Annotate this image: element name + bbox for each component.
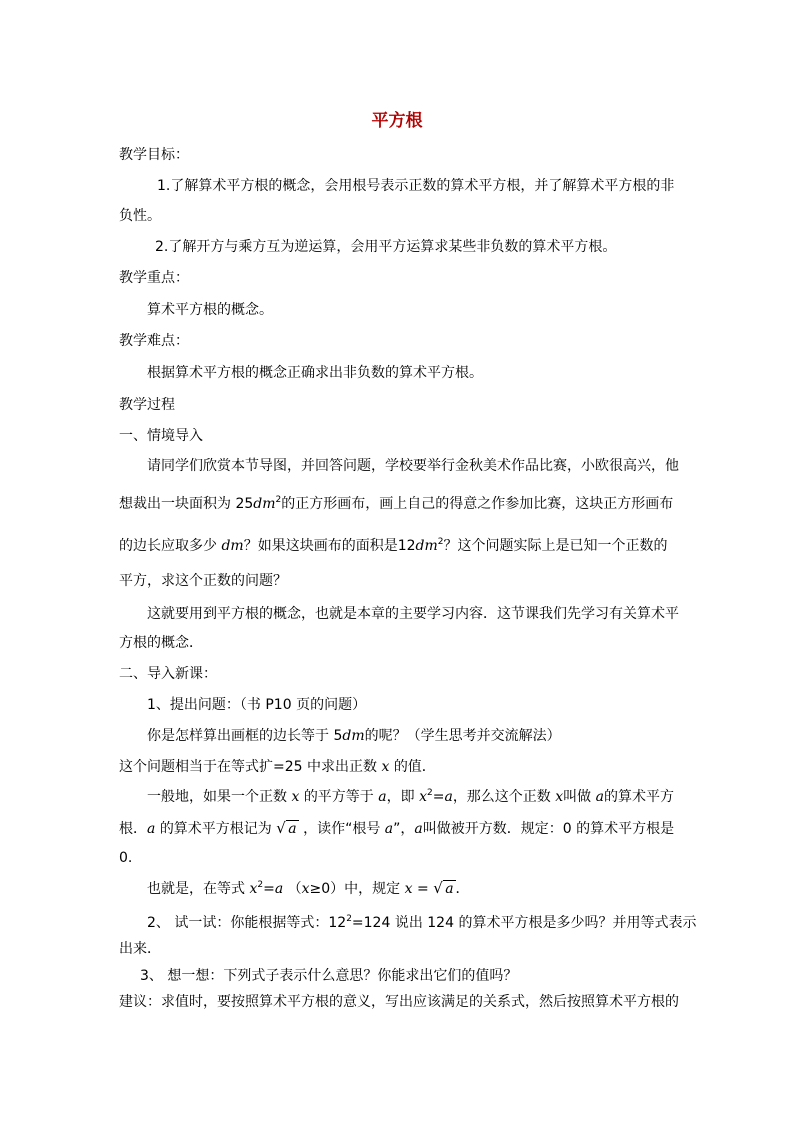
- difficulty-text: 根据算术平方根的概念正确求出非负数的算术平方根。: [147, 365, 483, 381]
- process-heading: 教学过程: [119, 397, 175, 413]
- paragraph-1-line-2: 想裁出一块面积为 $25dm^2$的正方形画布，画上自己的得意之作参加比赛，这块正方形画布: [119, 495, 674, 512]
- paragraph-1-line-4: 平方，求这个正数的问题？: [119, 573, 287, 589]
- definition-line-1: 一般地，如果一个正数 x 的平方等于 a，即 $x^2=a$，那么这个正数 x叫做 a的算术平方: [147, 788, 674, 805]
- difficulty-heading: 教学难点：: [119, 333, 189, 349]
- key-heading: 教学重点：: [119, 270, 189, 286]
- question-1-prompt: 你是怎样算出画框的边长等于 5dm的呢？（学生思考并交流解法）: [147, 728, 561, 744]
- also-statement: 也就是，在等式 $x^2=a$ （x≥0）中，规定 x = √ a ．: [147, 879, 470, 897]
- goals-heading: 教学目标：: [119, 147, 189, 163]
- section-2-heading: 二、导入新课：: [119, 666, 217, 682]
- sqrt-a-symbol-2: √ a: [433, 879, 454, 897]
- paragraph-1-line-3: 的边长应取多少 dm？如果这块画布的面积是$12dm^2$？这个问题实际上是已知一个正数的: [119, 537, 668, 554]
- sqrt-a-symbol: √ a: [276, 819, 297, 837]
- key-text: 算术平方根的概念。: [147, 302, 273, 318]
- section-1-heading: 一、情境导入: [119, 428, 203, 444]
- try-it-line-2: 出来．: [119, 941, 161, 957]
- goal-2: 2.了解开方与乘方互为逆运算，会用平方运算求某些非负数的算术平方根。: [155, 239, 617, 255]
- definition-line-3: 0.: [119, 850, 133, 866]
- paragraph-2-line-2: 方根的概念．: [119, 635, 203, 651]
- question-1: 1、提出问题：（书 P10 页的问题）: [147, 697, 367, 713]
- goal-1-line-1: 1.了解算术平方根的概念，会用根号表示正数的算术平方根，并了解算术平方根的非: [157, 178, 675, 194]
- question-1-restatement: 这个问题相当于在等式扩=25 中求出正数 x 的值．: [119, 759, 436, 775]
- goal-1-line-2: 负性。: [119, 208, 161, 224]
- page-title: 平方根: [371, 111, 423, 131]
- try-it-line-1: 2、 试一试：你能根据等式：$12^2=124$ 说出 124 的算术平方根是多少吗？并用等式表示: [147, 914, 697, 931]
- definition-line-2: 根．a 的算术平方根记为 √ a ，读作“根号 a”，a叫做被开方数．规定：0 的算术平方根是: [119, 819, 675, 837]
- suggestion: 建议：求值时，要按照算术平方根的意义，写出应该满足的关系式，然后按照算术平方根的: [119, 994, 679, 1010]
- paragraph-1-line-1: 请同学们欣赏本节导图，并回答问题，学校要举行金秋美术作品比赛，小欧很高兴，他: [147, 458, 679, 474]
- paragraph-2-line-1: 这就要用到平方根的概念，也就是本章的主要学习内容．这节课我们先学习有关算术平: [147, 606, 679, 622]
- think-prompt: 3、 想一想：下列式子表示什么意思？你能求出它们的值吗？: [140, 968, 518, 984]
